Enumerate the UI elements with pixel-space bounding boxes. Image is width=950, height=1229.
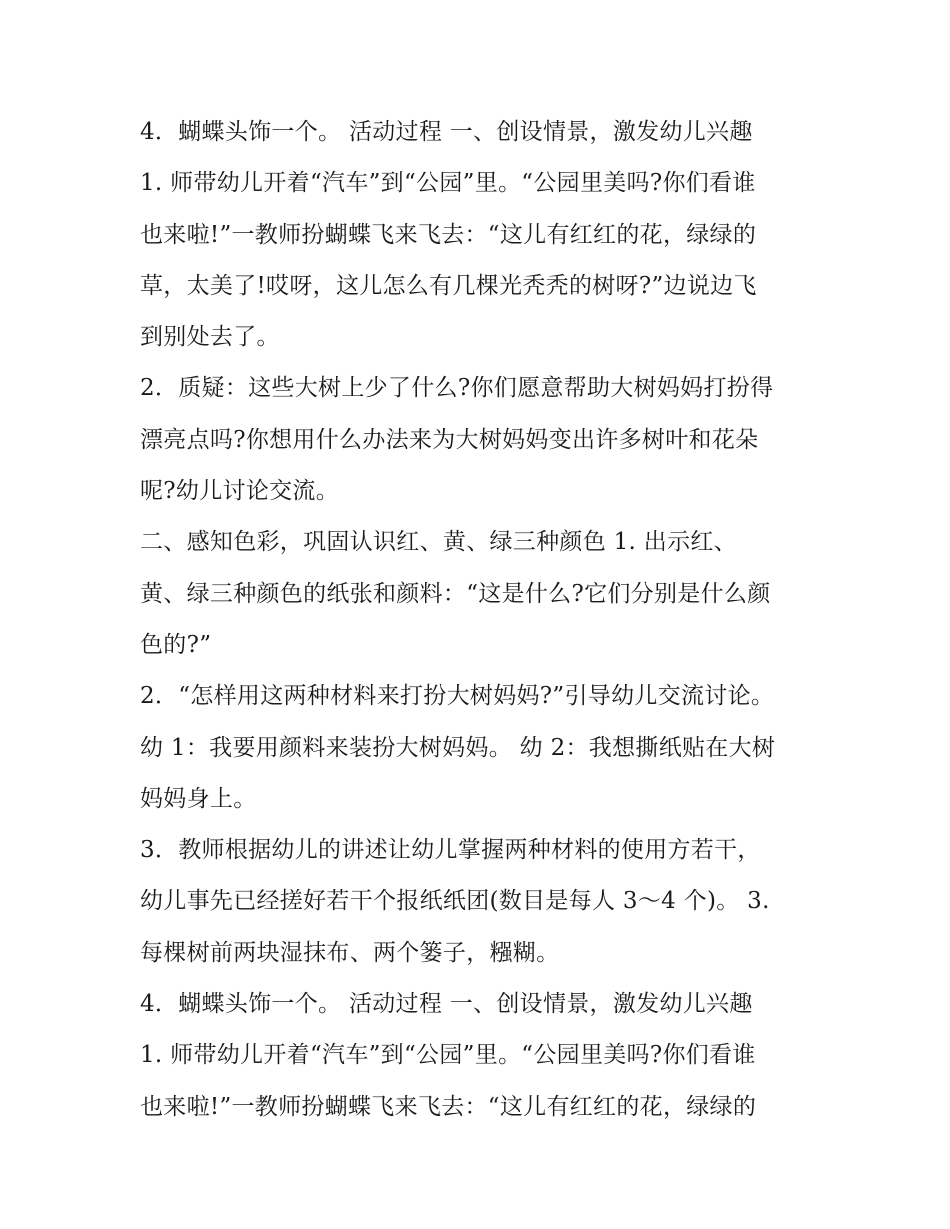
document-body [140,107,820,1133]
text-line: 妈妈身上。 [140,785,257,812]
text-line: 草，太美了!哎呀，这儿怎么有几棵光秃秃的树呀?”边说边飞 [140,272,757,299]
text-line: 4．蝴蝶头饰一个。 活动过程 一、创设情景，激发幼儿兴趣 [140,119,753,145]
text-line: 3．教师根据幼儿的讲述让幼儿掌握两种材料的使用方若干， [140,837,761,864]
text-line: 也来啦!”一教师扮蝴蝶飞来飞去：“这儿有红红的花，绿绿的 [140,221,757,248]
text-line: 黄、绿三种颜色的纸张和颜料：“这是什么?它们分别是什么颜 [140,580,771,607]
text-line: 色的?” [140,631,212,658]
text-line: 4．蝴蝶头饰一个。 活动过程 一、创设情景，激发幼儿兴趣 [140,991,753,1018]
text-line: 漂亮点吗?你想用什么办法来为大树妈妈变出许多树叶和花朵 [140,426,759,453]
text-line: 呢?幼儿讨论交流。 [140,478,340,505]
text-line: 1. 师带幼儿开着“汽车”到“公园”里。“公园里美吗?你们看谁 [140,1042,756,1069]
text-line: 二、感知色彩，巩固认识红、黄、绿三种颜色 1. 出示红、 [140,529,737,556]
text-line: 也来啦!”一教师扮蝴蝶飞来飞去：“这儿有红红的花，绿绿的 [140,1093,757,1120]
text-line: 幼儿事先已经搓好若干个报纸纸团(数目是每人 3～4 个)。 3. [140,888,770,915]
text-line: 2．质疑：这些大树上少了什么?你们愿意帮助大树妈妈打扮得 [140,375,774,402]
text-line: 幼 1：我要用颜料来装扮大树妈妈。 幼 2：我想撕纸贴在大树 [140,734,776,761]
text-line: 到别处去了。 [140,324,280,351]
text-line: 1. 师带幼儿开着“汽车”到“公园”里。“公园里美吗?你们看谁 [140,170,756,197]
text-line: 2．“怎样用这两种材料来打扮大树妈妈?”引导幼儿交流讨论。 [140,683,775,710]
text-line: 每棵树前两块湿抹布、两个篓子，糨糊。 [140,939,560,966]
